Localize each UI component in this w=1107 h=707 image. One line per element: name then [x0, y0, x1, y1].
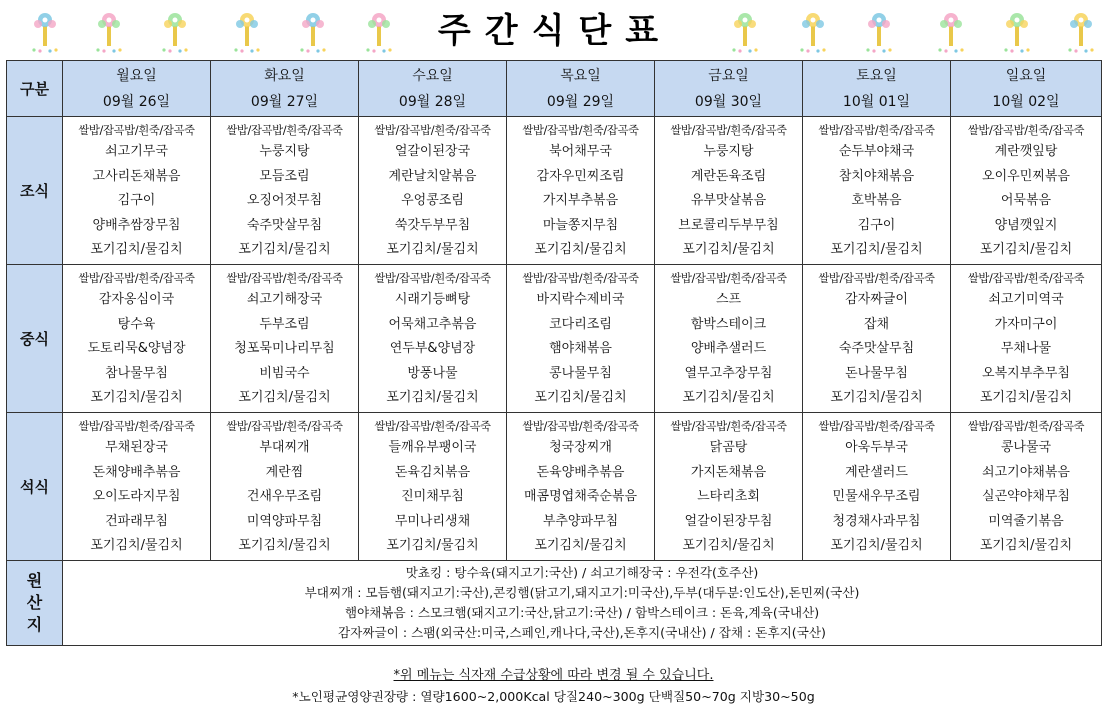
menu-item: 함박스테이크	[690, 316, 767, 332]
menu-item: 가지부추볶음	[542, 193, 619, 209]
menu-item: 두부조림	[259, 316, 310, 332]
menu-cell	[951, 117, 1102, 265]
menu-cell	[507, 264, 655, 412]
menu-item: 쌀밥/잡곡밥/흰죽/잡곡죽	[374, 270, 491, 285]
menu-item: 돈채양배추볶음	[92, 464, 181, 480]
menu-item: 열무고추장무침	[684, 365, 773, 381]
flower-icon	[934, 8, 968, 54]
meal-label: 중식	[7, 264, 63, 412]
meal-row	[7, 264, 1102, 412]
origin-label-char: 산	[26, 592, 43, 612]
menu-item: 어묵채고추볶음	[388, 316, 477, 332]
menu-item: 미역줄기볶음	[988, 513, 1064, 529]
menu-item: 양념깻잎지	[994, 217, 1058, 233]
menu-item: 쌀밥/잡곡밥/흰죽/잡곡죽	[78, 123, 195, 137]
origin-label-char: 지	[26, 614, 43, 634]
menu-cell	[63, 264, 211, 412]
menu-item: 건새우무조림	[246, 489, 323, 505]
flower-icon	[862, 8, 896, 54]
menu-item: 포기김치/물김치	[238, 390, 331, 406]
day-header	[63, 61, 211, 117]
menu-item: 포기김치/물김치	[979, 538, 1073, 554]
origin-label	[7, 560, 63, 645]
menu-item: 연두부&양념장	[389, 341, 476, 357]
menu-item: 오복지부추무침	[982, 365, 1070, 381]
weekday-label: 토요일	[856, 67, 897, 84]
weekday-label: 목요일	[560, 67, 601, 84]
menu-cell	[803, 412, 951, 560]
menu-item: 쌀밥/잡곡밥/흰죽/잡곡죽	[818, 123, 935, 137]
menu-item: 포기김치/물김치	[386, 242, 479, 258]
menu-cell	[655, 264, 803, 412]
menu-item: 잡채	[863, 316, 890, 332]
date-label: 10월 01일	[842, 93, 911, 110]
menu-item: 쌀밥/잡곡밥/흰죽/잡곡죽	[522, 270, 639, 285]
menu-item: 얼갈이된장국	[394, 144, 471, 159]
menu-item: 포기김치/물김치	[534, 538, 627, 554]
menu-item: 시래기등뼈탕	[394, 291, 471, 307]
menu-item: 민물새우무조림	[832, 489, 921, 505]
menu-item: 가지돈채볶음	[690, 464, 767, 480]
menu-item: 포기김치/물김치	[386, 538, 479, 554]
menu-item: 쌀밥/잡곡밥/흰죽/잡곡죽	[226, 418, 343, 433]
menu-item: 무채된장국	[105, 439, 168, 455]
menu-item: 브로콜리두부무침	[678, 217, 779, 233]
menu-cell	[359, 412, 507, 560]
menu-item: 쇠고기미역국	[988, 291, 1064, 307]
flower-icon	[1064, 8, 1098, 54]
origin-row	[7, 560, 1102, 645]
menu-item: 쌀밥/잡곡밥/흰죽/잡곡죽	[374, 418, 491, 433]
menu-item: 양배추샐러드	[690, 341, 767, 357]
menu-item: 건파래무침	[105, 513, 168, 529]
page-title: 주간식단표	[437, 11, 673, 51]
menu-item: 호박볶음	[851, 193, 902, 209]
menu-cell	[63, 117, 211, 265]
menu-item: 포기김치/물김치	[534, 242, 627, 258]
weekday-label: 화요일	[264, 67, 305, 84]
menu-item: 감자짜글이	[845, 291, 908, 307]
menu-item: 포기김치/물김치	[830, 538, 923, 554]
menu-item: 모듬조림	[259, 168, 310, 184]
menu-item: 포기김치/물김치	[90, 538, 183, 554]
menu-item: 참치야채볶음	[838, 168, 915, 184]
origin-line: 맛쵸킹 : 탕수육(돼지고기:국산) / 쇠고기해장국 : 우전각(호주산)	[405, 564, 759, 580]
menu-cell	[359, 264, 507, 412]
menu-cell	[63, 412, 211, 560]
meal-label: 조식	[7, 117, 63, 265]
menu-item: 포기김치/물김치	[682, 390, 775, 406]
menu-item: 부대찌개	[259, 439, 310, 455]
flower-icon	[92, 8, 126, 54]
menu-item: 북어채무국	[549, 144, 612, 159]
menu-item: 코다리조림	[549, 316, 612, 332]
origin-line: 부대찌개 : 모듬햄(돼지고기:국산),콘킹햄(닭고기,돼지고기:미국산),두부(대두분:인도산),돈민찌(국산)	[304, 584, 860, 600]
weekday-label: 금요일	[708, 67, 749, 84]
menu-item: 닭곰탕	[709, 439, 748, 455]
menu-cell	[951, 264, 1102, 412]
menu-item: 돈나물무침	[845, 365, 908, 381]
origin-label-char: 원	[26, 570, 43, 590]
date-label: 09월 27일	[250, 93, 319, 110]
menu-cell	[803, 117, 951, 265]
menu-item: 쌀밥/잡곡밥/흰죽/잡곡죽	[78, 270, 195, 285]
menu-cell	[655, 117, 803, 265]
day-header	[211, 61, 359, 117]
flower-icon	[230, 8, 264, 54]
flower-icon	[28, 8, 62, 54]
menu-item: 오이우민찌볶음	[982, 168, 1070, 184]
origin-line: 햄야채볶음 : 스모크햄(돼지고기:국산,닭고기:국산) / 함박스테이크 : 돈육,계육(국내산)	[344, 604, 820, 620]
menu-item: 무미나리생채	[394, 513, 471, 529]
menu-item: 김구이	[857, 217, 896, 233]
menu-item: 탕수육	[117, 316, 156, 332]
menu-item: 포기김치/물김치	[682, 242, 775, 258]
meal-row	[7, 117, 1102, 265]
menu-item: 쌀밥/잡곡밥/흰죽/잡곡죽	[670, 270, 787, 285]
meal-label: 석식	[7, 412, 63, 560]
menu-item: 포기김치/물김치	[830, 390, 923, 406]
menu-item: 양배추쌈장무침	[92, 217, 181, 233]
menu-item: 감자옹심이국	[98, 291, 175, 307]
menu-item: 매콤명엽채죽순볶음	[523, 489, 638, 505]
menu-item: 순두부야채국	[838, 144, 915, 159]
menu-item: 느타리초회	[697, 489, 760, 505]
menu-item: 쇠고기야채볶음	[982, 464, 1070, 480]
menu-item: 오징어젓무침	[246, 193, 323, 209]
origin-line: 감자짜글이 : 스팸(외국산:미국,스페인,캐나다,국산),돈후지(국내산) / 잡채 : 돈후지(국산)	[338, 624, 826, 640]
day-header	[655, 61, 803, 117]
menu-cell	[507, 117, 655, 265]
menu-item: 포기김치/물김치	[90, 390, 183, 406]
menu-item: 들깨유부팽이국	[388, 439, 477, 455]
flower-icon	[1000, 8, 1034, 54]
menu-item: 포기김치/물김치	[830, 242, 923, 258]
menu-item: 청국장찌개	[549, 439, 612, 455]
menu-item: 김구이	[117, 193, 156, 209]
menu-cell	[211, 264, 359, 412]
menu-cell	[951, 412, 1102, 560]
menu-item: 계란샐러드	[845, 464, 908, 480]
menu-item: 쌀밥/잡곡밥/흰죽/잡곡죽	[818, 270, 935, 285]
menu-item: 포기김치/물김치	[979, 242, 1073, 258]
origin-info	[63, 560, 1102, 645]
date-label: 09월 26일	[102, 93, 171, 110]
weekday-label: 월요일	[116, 67, 157, 84]
menu-item: 돈육김치볶음	[394, 464, 471, 480]
menu-cell	[655, 412, 803, 560]
menu-item: 무채나물	[1000, 341, 1052, 357]
menu-item: 고사리돈채볶음	[92, 168, 181, 184]
menu-item: 쌀밥/잡곡밥/흰죽/잡곡죽	[522, 418, 639, 433]
menu-item: 도토리묵&양념장	[87, 341, 186, 357]
menu-item: 포기김치/물김치	[534, 390, 627, 406]
title-banner	[0, 0, 1107, 58]
menu-item: 쌀밥/잡곡밥/흰죽/잡곡죽	[670, 418, 787, 433]
flower-icon	[796, 8, 830, 54]
menu-item: 포기김치/물김치	[979, 390, 1073, 406]
menu-item: 방풍나물	[407, 365, 458, 381]
weekday-label: 수요일	[412, 67, 453, 84]
menu-item: 포기김치/물김치	[238, 242, 331, 258]
menu-cell	[803, 264, 951, 412]
menu-item: 청경채사과무침	[832, 513, 921, 529]
weekly-menu-table	[6, 60, 1102, 646]
change-notice: *위 메뉴는 식자재 수급상황에 따라 변경 될 수 있습니다.	[393, 668, 714, 683]
menu-item: 우엉콩조림	[401, 193, 464, 209]
menu-item: 콩나물국	[1000, 439, 1052, 455]
menu-item: 누룽지탕	[259, 144, 310, 159]
menu-item: 비빔국수	[259, 365, 310, 381]
day-header-row	[7, 61, 1102, 117]
day-header	[803, 61, 951, 117]
menu-item: 쇠고기무국	[105, 144, 168, 159]
menu-item: 쌀밥/잡곡밥/흰죽/잡곡죽	[818, 418, 935, 433]
flower-icon	[362, 8, 396, 54]
menu-item: 아욱두부국	[845, 439, 908, 455]
day-header	[951, 61, 1102, 117]
menu-item: 가자미구이	[994, 316, 1058, 332]
menu-item: 쌀밥/잡곡밥/흰죽/잡곡죽	[967, 270, 1085, 285]
menu-item: 감자우민찌조림	[536, 168, 625, 184]
menu-cell	[211, 412, 359, 560]
menu-item: 마늘쫑지무침	[542, 217, 619, 233]
menu-item: 포기김치/물김치	[386, 390, 479, 406]
menu-item: 계란날치알볶음	[388, 168, 477, 184]
menu-item: 쌀밥/잡곡밥/흰죽/잡곡죽	[670, 123, 787, 137]
menu-item: 계란깻잎탕	[994, 144, 1058, 159]
day-header	[507, 61, 655, 117]
menu-item: 햄야채볶음	[549, 341, 612, 357]
flower-icon	[728, 8, 762, 54]
menu-item: 바지락수제비국	[536, 291, 625, 307]
day-header	[359, 61, 507, 117]
menu-item: 스프	[715, 291, 742, 307]
menu-cell	[211, 117, 359, 265]
date-label: 09월 29일	[546, 93, 615, 110]
menu-item: 계란돈육조림	[690, 168, 767, 184]
weekday-label: 일요일	[1005, 67, 1047, 84]
menu-cell	[507, 412, 655, 560]
menu-item: 돈육양배추볶음	[536, 464, 625, 480]
menu-item: 어묵볶음	[1000, 193, 1052, 209]
menu-item: 포기김치/물김치	[238, 538, 331, 554]
menu-item: 쌀밥/잡곡밥/흰죽/잡곡죽	[967, 418, 1085, 433]
menu-item: 쇠고기해장국	[246, 291, 323, 307]
menu-item: 쌀밥/잡곡밥/흰죽/잡곡죽	[522, 123, 639, 137]
menu-item: 쌀밥/잡곡밥/흰죽/잡곡죽	[374, 123, 491, 137]
menu-item: 포기김치/물김치	[90, 242, 183, 258]
menu-item: 쌀밥/잡곡밥/흰죽/잡곡죽	[226, 123, 343, 137]
meal-row	[7, 412, 1102, 560]
menu-item: 유부맛살볶음	[690, 193, 767, 209]
menu-item: 콩나물무침	[549, 365, 612, 381]
menu-item: 미역양파무침	[246, 513, 323, 529]
menu-item: 숙주맛살무침	[246, 217, 323, 233]
date-label: 09월 30일	[694, 93, 763, 110]
corner-label: 구분	[7, 61, 63, 117]
menu-item: 누룽지탕	[703, 144, 754, 159]
menu-item: 포기김치/물김치	[682, 538, 775, 554]
nutrition-guideline: *노인평균영양권장량 : 열량1600~2,000Kcal 당질240~300g 단백질50~70g 지방30~50g	[292, 689, 815, 704]
flower-icon	[158, 8, 192, 54]
menu-item: 쌀밥/잡곡밥/흰죽/잡곡죽	[78, 418, 195, 433]
flower-icon	[296, 8, 330, 54]
menu-item: 청포묵미나리무침	[234, 341, 335, 357]
menu-item: 쑥갓두부무침	[394, 217, 471, 233]
menu-item: 쌀밥/잡곡밥/흰죽/잡곡죽	[967, 123, 1085, 137]
menu-cell	[359, 117, 507, 265]
menu-item: 오이도라지무침	[92, 489, 181, 505]
date-label: 09월 28일	[398, 93, 467, 110]
menu-item: 부추양파무침	[542, 513, 619, 529]
date-label: 10월 02일	[992, 93, 1060, 110]
menu-item: 실곤약야채무침	[982, 489, 1070, 505]
menu-item: 얼갈이된장무침	[684, 513, 773, 529]
meal-rows	[7, 117, 1102, 646]
menu-item: 쌀밥/잡곡밥/흰죽/잡곡죽	[226, 270, 343, 285]
menu-item: 참나물무침	[105, 365, 168, 381]
menu-item: 계란찜	[265, 464, 304, 480]
menu-item: 진미채무침	[401, 489, 464, 505]
menu-item: 숙주맛살무침	[838, 341, 915, 357]
